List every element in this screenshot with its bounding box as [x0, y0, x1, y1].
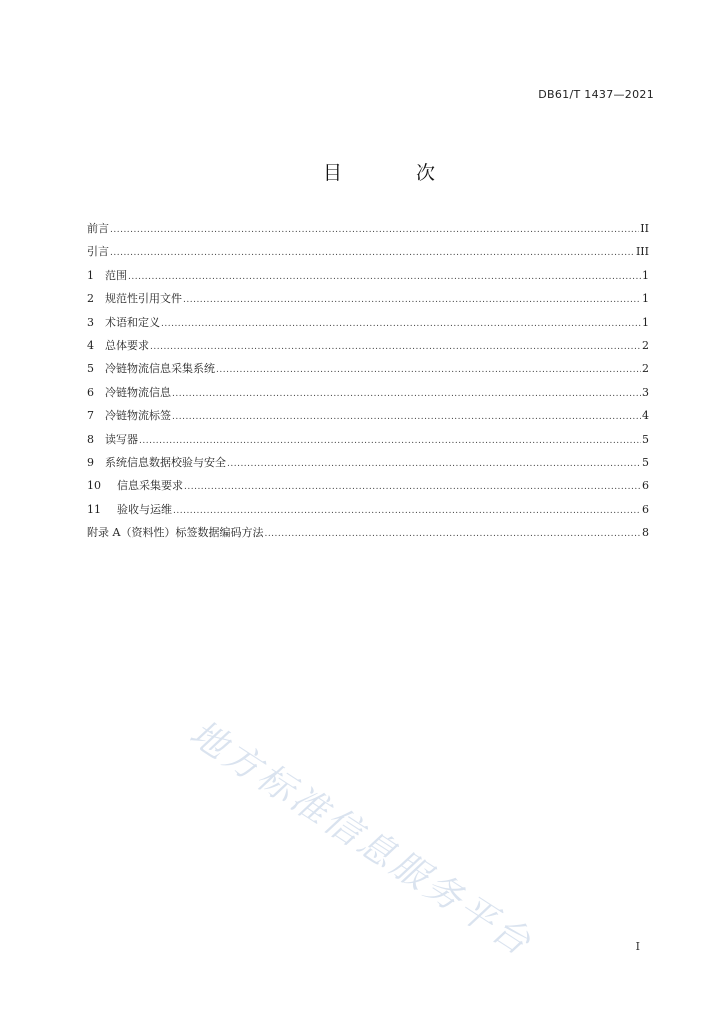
watermark: 地方标准信息服务平台: [182, 712, 541, 966]
toc-entry-page: II: [640, 222, 649, 235]
toc-leader-dots: [172, 412, 641, 422]
toc-entry-introduction[interactable]: [87, 243, 649, 266]
toc-leader-dots: [128, 272, 641, 282]
toc-entry-label: 冷链物流信息采集系统: [105, 362, 215, 376]
toc-entry-label: 前言: [87, 222, 109, 235]
toc-entry-5[interactable]: [87, 360, 649, 383]
toc-entry-label: 附录 A（资料性）标签数据编码方法: [87, 526, 264, 540]
toc-entry-8[interactable]: [87, 431, 649, 454]
toc-entry-page: 1: [642, 268, 649, 282]
toc-entry-9[interactable]: [87, 454, 649, 477]
toc-entry-number: 7: [87, 409, 94, 423]
toc-entry-label: 系统信息数据校验与安全: [105, 455, 226, 469]
toc-entry-page: 2: [642, 362, 649, 376]
toc-entry-3[interactable]: [87, 314, 649, 337]
toc-entry-label: 规范性引用文件: [105, 292, 182, 306]
toc-entry-4[interactable]: [87, 337, 649, 360]
toc-entry-7[interactable]: [87, 407, 649, 430]
toc-entry-number: 4: [87, 338, 94, 352]
toc-leader-dots: [216, 365, 641, 375]
toc-leader-dots: [110, 248, 635, 258]
document-id: DB61/T 1437—2021: [538, 88, 654, 101]
toc-entry-page: 5: [642, 455, 649, 469]
toc-entry-label: 范围: [105, 268, 127, 282]
toc-entry-number: 10: [87, 479, 101, 493]
toc-entry-page: 1: [642, 315, 649, 329]
toc-leader-dots: [184, 482, 641, 492]
toc-entry-number: 5: [87, 362, 94, 376]
toc-entry-page: 6: [642, 479, 649, 493]
page-number: I: [635, 940, 640, 953]
toc-entry-number: 9: [87, 455, 94, 469]
toc-entry-number: 6: [87, 385, 94, 399]
toc-entry-label: 冷链物流标签: [105, 409, 171, 423]
toc-entry-1[interactable]: [87, 267, 649, 290]
toc-entry-number: 8: [87, 432, 94, 446]
toc-entry-page: III: [635, 245, 649, 259]
toc-entry-10[interactable]: [87, 477, 649, 500]
toc-entry-number: 2: [87, 292, 94, 306]
table-of-contents: [87, 220, 649, 547]
toc-entry-number: 3: [87, 315, 94, 329]
toc-entry-appendix-a[interactable]: [87, 524, 649, 547]
toc-leader-dots: [139, 436, 641, 446]
toc-leader-dots: [150, 342, 641, 352]
toc-entry-page: 4: [642, 409, 649, 423]
toc-entry-page: 6: [642, 502, 649, 516]
page-title: 目 次: [322, 162, 470, 184]
toc-entry-label: 冷链物流信息: [105, 385, 171, 399]
toc-entry-page: 1: [642, 292, 649, 306]
toc-entry-number: 1: [87, 268, 94, 282]
toc-entry-label: 术语和定义: [105, 315, 160, 329]
toc-entry-label: 信息采集要求: [117, 479, 183, 493]
toc-entry-label: 验收与运维: [117, 502, 172, 516]
toc-leader-dots: [172, 389, 641, 399]
toc-leader-dots: [173, 506, 641, 516]
toc-entry-2[interactable]: [87, 290, 649, 313]
toc-entry-6[interactable]: [87, 384, 649, 407]
toc-entry-label: 引言: [87, 245, 109, 259]
toc-entry-label: 读写器: [105, 432, 138, 446]
toc-leader-dots: [110, 225, 639, 235]
toc-entry-label: 总体要求: [105, 338, 149, 352]
toc-entry-page: 5: [642, 432, 649, 446]
toc-entry-11[interactable]: [87, 501, 649, 524]
toc-entry-preface[interactable]: [87, 220, 649, 243]
toc-entry-page: 2: [642, 338, 649, 352]
toc-leader-dots: [264, 529, 641, 539]
toc-entry-page: 3: [642, 385, 649, 399]
toc-leader-dots: [183, 295, 641, 305]
toc-leader-dots: [161, 319, 641, 329]
toc-entry-page: 8: [642, 526, 649, 540]
toc-entry-number: 11: [87, 502, 101, 516]
toc-leader-dots: [227, 459, 641, 469]
